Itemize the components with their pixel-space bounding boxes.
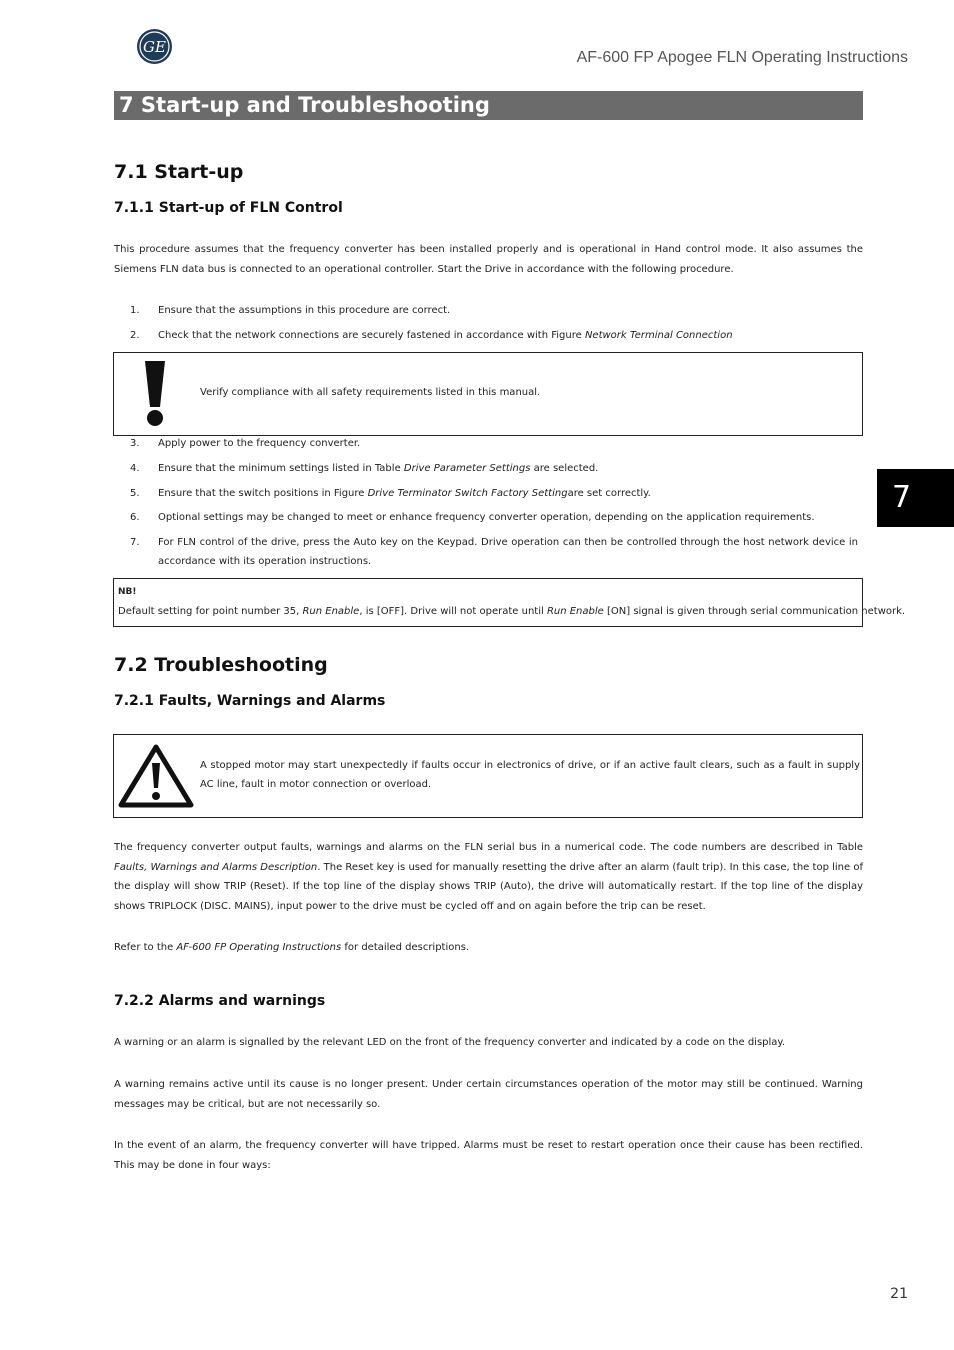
step-number: 7. <box>130 537 140 548</box>
note-box <box>113 578 906 627</box>
logo-text: GE <box>143 38 166 56</box>
chapter-tab: 7 <box>877 469 954 527</box>
alarm-reset-paragraph: In the event of an alarm, the frequency converter will have tripped. Alarms must be reset to restart operation once their cause has been rectified. This may be done in four ways: <box>114 1140 863 1171</box>
alarm-led-paragraph: A warning or an alarm is signalled by the relevant LED on the front of the frequency converter and indicated by a code on the display. <box>114 1037 786 1048</box>
note-label: NB! <box>118 587 137 597</box>
warning-active-paragraph: A warning remains active until its cause is no longer present. Under certain circumstances operation of the motor may still be continued. Warning messages may be critical, but are not necessarily so. <box>114 1079 863 1110</box>
caution-text: Verify compliance with all safety requirements listed in this manual. <box>200 387 541 398</box>
caution-box <box>113 352 863 436</box>
step-text: Optional settings may be changed to meet or enhance frequency converter operation, depending on the application requirements. <box>158 512 815 523</box>
step-number: 1. <box>130 305 140 316</box>
subsection-heading-faults: 7.2.1 Faults, Warnings and Alarms <box>114 693 386 709</box>
page-number: 21 <box>890 1286 908 1302</box>
table-reference: Drive Parameter Settings <box>403 463 531 474</box>
step-number: 2. <box>130 330 140 341</box>
step-number: 3. <box>130 438 140 449</box>
table-reference: Faults, Warnings and Alarms Description <box>114 861 318 873</box>
warning-triangle-icon <box>118 744 194 812</box>
exclamation-icon <box>142 361 168 431</box>
step-text: Check that the network connections are securely fastened in accordance with Figure Network Terminal Connection <box>158 330 733 341</box>
section-heading-startup: 7.1 Start-up <box>114 161 244 183</box>
warning-box <box>113 734 863 818</box>
figure-reference: Network Terminal Connection <box>584 330 733 341</box>
section-heading-troubleshooting: 7.2 Troubleshooting <box>114 654 328 676</box>
step-text: Ensure that the switch positions in Figure Drive Terminator Switch Factory Settingare set correctly. <box>158 488 651 499</box>
step-text: Ensure that the assumptions in this procedure are correct. <box>158 305 451 316</box>
step-text: Ensure that the minimum settings listed in Table Drive Parameter Settings are selected. <box>158 463 599 474</box>
document-reference: AF-600 FP Operating Instructions <box>176 942 342 953</box>
step-text: For FLN control of the drive, press the Auto key on the Keypad. Drive operation can then be controlled through the host network device in accordance with its operation instructions. <box>158 537 858 567</box>
figure-reference: Drive Terminator Switch Factory Setting <box>367 488 568 499</box>
warning-text: A stopped motor may start unexpectedly if faults occur in electronics of drive, or if an active fault clears, such as a fault in supply AC line, fault in motor connection or overload. <box>200 760 860 790</box>
refer-paragraph: Refer to the AF-600 FP Operating Instructions for detailed descriptions. <box>114 942 470 953</box>
subsection-heading-alarms: 7.2.2 Alarms and warnings <box>114 993 326 1009</box>
document-title: AF-600 FP Apogee FLN Operating Instructions <box>576 49 908 66</box>
ge-logo <box>136 28 173 65</box>
chapter-title: 7 Start-up and Troubleshooting <box>114 91 863 120</box>
step-number: 4. <box>130 463 140 474</box>
intro-paragraph: This procedure assumes that the frequency converter has been installed properly and is operational in Hand control mode. It also assumes the Siemens FLN data bus is connected to an operational controller. Start the Drive in accordance with the following procedure. <box>114 244 863 275</box>
note-text: Default setting for point number 35, Run Enable, is [OFF]. Drive will not operate until Run Enable [ON] signal is given through serial communication network. <box>118 606 906 617</box>
step-number: 6. <box>130 512 140 523</box>
step-number: 5. <box>130 488 140 499</box>
faults-paragraph: The frequency converter output faults, warnings and alarms on the FLN serial bus in a numerical code. The code numbers are described in Table Faults, Warnings and Alarms Description. The Reset key is used for manually resetting the drive after an alarm (fault trip). In this case, the top line of the display will show TRIP (Reset). If the top line of the display shows TRIP (Auto), the drive will automatically restart. If the top line of the display shows TRIPLOCK (DISC. MAINS), input power to the drive must be cycled off and on again before the trip can be reset. <box>114 842 863 912</box>
step-text: Apply power to the frequency converter. <box>158 438 361 449</box>
subsection-heading-fln-control: 7.1.1 Start-up of FLN Control <box>114 200 343 216</box>
